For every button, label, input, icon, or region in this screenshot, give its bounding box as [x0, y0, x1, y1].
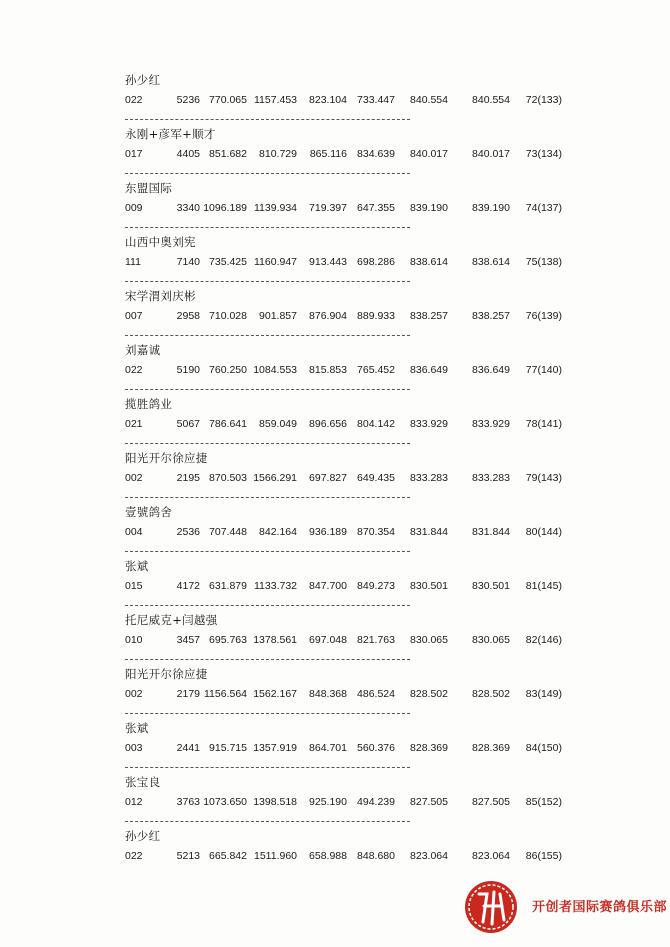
value-v4: 804.142	[357, 418, 395, 430]
value-v6: 838.614	[472, 256, 510, 268]
result-values-row	[0, 525, 670, 539]
value-id: 5190	[176, 364, 200, 376]
value-rank: 77(140)	[525, 364, 562, 376]
value-v2: 1133.732	[253, 580, 297, 592]
value-v3: 823.104	[309, 94, 347, 106]
result-entry	[0, 559, 670, 613]
result-entry	[0, 721, 670, 775]
value-rank: 74(137)	[525, 202, 562, 214]
value-id: 2179	[176, 688, 200, 700]
value-v3: 658.988	[309, 850, 347, 862]
value-group: 002	[125, 472, 143, 484]
dashed-separator	[125, 659, 410, 660]
value-v2: 1511.960	[253, 850, 297, 862]
result-entry	[0, 613, 670, 667]
value-v3: 925.190	[309, 796, 347, 808]
value-v6: 840.017	[472, 148, 510, 160]
value-rank: 79(143)	[525, 472, 562, 484]
value-v6: 827.505	[472, 796, 510, 808]
value-v5: 833.283	[410, 472, 448, 484]
entrant-name: 刘嘉诚	[125, 343, 161, 357]
value-rank: 82(146)	[525, 634, 562, 646]
entrant-name: 孙少红	[125, 829, 161, 843]
value-v1: 915.715	[209, 742, 247, 754]
value-v1: 870.503	[209, 472, 247, 484]
value-v1: 1096.189	[203, 202, 247, 214]
result-entry	[0, 127, 670, 181]
result-values-row	[0, 309, 670, 323]
result-entry	[0, 829, 670, 883]
value-v1: 695.763	[209, 634, 247, 646]
value-id: 2441	[176, 742, 200, 754]
value-group: 004	[125, 526, 143, 538]
value-group: 010	[125, 634, 143, 646]
dashed-separator	[125, 497, 410, 498]
value-v2: 1562.167	[253, 688, 297, 700]
value-rank: 84(150)	[525, 742, 562, 754]
result-values-row	[0, 147, 670, 161]
value-id: 4172	[176, 580, 200, 592]
value-id: 3763	[176, 796, 200, 808]
value-v1: 786.641	[209, 418, 247, 430]
value-v4: 870.354	[357, 526, 395, 538]
value-v4: 834.639	[357, 148, 395, 160]
value-v5: 840.554	[410, 94, 448, 106]
value-v5: 840.017	[410, 148, 448, 160]
value-v3: 936.189	[309, 526, 347, 538]
club-watermark	[462, 878, 668, 938]
entrant-name: 宋学渭刘庆彬	[125, 289, 196, 303]
result-values-row	[0, 795, 670, 809]
value-v1: 851.682	[209, 148, 247, 160]
value-id: 7140	[176, 256, 200, 268]
dashed-separator	[125, 119, 410, 120]
value-group: 022	[125, 94, 143, 106]
value-rank: 80(144)	[525, 526, 562, 538]
value-v1: 707.448	[209, 526, 247, 538]
result-values-row	[0, 849, 670, 863]
value-v5: 836.649	[410, 364, 448, 376]
dashed-separator	[125, 767, 410, 768]
value-v6: 839.190	[472, 202, 510, 214]
value-v4: 649.435	[357, 472, 395, 484]
value-id: 3457	[176, 634, 200, 646]
value-group: 007	[125, 310, 143, 322]
value-v5: 833.929	[410, 418, 448, 430]
value-v3: 896.656	[309, 418, 347, 430]
entrant-name: 托尼威克+闫越强	[125, 613, 218, 627]
value-rank: 85(152)	[525, 796, 562, 808]
value-v2: 901.857	[259, 310, 297, 322]
value-v4: 765.452	[357, 364, 395, 376]
dashed-separator	[125, 443, 410, 444]
value-v1: 1156.564	[203, 688, 247, 700]
value-v2: 1084.553	[253, 364, 297, 376]
value-v1: 665.842	[209, 850, 247, 862]
value-v6: 831.844	[472, 526, 510, 538]
value-v3: 847.700	[309, 580, 347, 592]
value-v3: 697.827	[309, 472, 347, 484]
value-rank: 75(138)	[525, 256, 562, 268]
result-entry	[0, 667, 670, 721]
value-v6: 838.257	[472, 310, 510, 322]
value-v5: 828.502	[410, 688, 448, 700]
value-v3: 876.904	[309, 310, 347, 322]
entrant-name: 壹號鸽舍	[125, 505, 173, 519]
entrant-name: 永刚+彦军+顺才	[125, 127, 216, 141]
result-entry	[0, 289, 670, 343]
value-v6: 830.501	[472, 580, 510, 592]
entrant-name: 山西中奥刘宪	[125, 235, 196, 249]
entrant-name: 揽胜鸽业	[125, 397, 173, 411]
value-v6: 833.929	[472, 418, 510, 430]
dashed-separator	[125, 821, 410, 822]
value-rank: 83(149)	[525, 688, 562, 700]
value-v2: 1566.291	[253, 472, 297, 484]
result-entry	[0, 505, 670, 559]
result-values-row	[0, 633, 670, 647]
result-values-row	[0, 417, 670, 431]
result-entry	[0, 775, 670, 829]
value-id: 2536	[176, 526, 200, 538]
value-v4: 821.763	[357, 634, 395, 646]
value-group: 022	[125, 364, 143, 376]
dashed-separator	[125, 551, 410, 552]
result-values-row	[0, 579, 670, 593]
value-id: 5067	[176, 418, 200, 430]
value-v6: 836.649	[472, 364, 510, 376]
entrant-name: 孙少红	[125, 73, 161, 87]
value-v3: 913.443	[309, 256, 347, 268]
value-group: 002	[125, 688, 143, 700]
value-v4: 889.933	[357, 310, 395, 322]
value-v4: 486.524	[357, 688, 395, 700]
value-group: 022	[125, 850, 143, 862]
result-entry	[0, 397, 670, 451]
value-rank: 81(145)	[525, 580, 562, 592]
value-v6: 823.064	[472, 850, 510, 862]
result-values-row	[0, 93, 670, 107]
value-v2: 859.049	[259, 418, 297, 430]
entrant-name: 阳光开尔徐应捷	[125, 667, 208, 681]
dashed-separator	[125, 389, 410, 390]
value-group: 012	[125, 796, 143, 808]
value-v5: 838.614	[410, 256, 448, 268]
value-v2: 1160.947	[253, 256, 297, 268]
entrant-name: 张斌	[125, 559, 149, 573]
value-v4: 698.286	[357, 256, 395, 268]
value-v1: 735.425	[209, 256, 247, 268]
value-v1: 770.065	[209, 94, 247, 106]
value-v5: 839.190	[410, 202, 448, 214]
value-v5: 827.505	[410, 796, 448, 808]
result-entry	[0, 181, 670, 235]
value-rank: 72(133)	[525, 94, 562, 106]
value-v2: 1378.561	[253, 634, 297, 646]
value-v5: 828.369	[410, 742, 448, 754]
value-id: 3340	[176, 202, 200, 214]
value-v4: 647.355	[357, 202, 395, 214]
value-v5: 831.844	[410, 526, 448, 538]
value-id: 5236	[176, 94, 200, 106]
dashed-separator	[125, 227, 410, 228]
value-v3: 697.048	[309, 634, 347, 646]
value-v4: 849.273	[357, 580, 395, 592]
club-seal-icon	[462, 878, 520, 936]
result-values-row	[0, 741, 670, 755]
value-v6: 828.369	[472, 742, 510, 754]
result-values-row	[0, 363, 670, 377]
value-v1: 760.250	[209, 364, 247, 376]
value-v3: 864.701	[309, 742, 347, 754]
value-v5: 823.064	[410, 850, 448, 862]
dashed-separator	[125, 173, 410, 174]
value-v4: 733.447	[357, 94, 395, 106]
value-id: 2195	[176, 472, 200, 484]
value-v4: 848.680	[357, 850, 395, 862]
value-rank: 78(141)	[525, 418, 562, 430]
value-v3: 815.853	[309, 364, 347, 376]
entrant-name: 张斌	[125, 721, 149, 735]
entrant-name: 张宝良	[125, 775, 161, 789]
value-v2: 1157.453	[253, 94, 297, 106]
entrant-name: 阳光开尔徐应捷	[125, 451, 208, 465]
value-v6: 833.283	[472, 472, 510, 484]
value-v4: 560.376	[357, 742, 395, 754]
value-v2: 810.729	[259, 148, 297, 160]
value-group: 009	[125, 202, 143, 214]
result-entry	[0, 343, 670, 397]
value-group: 003	[125, 742, 143, 754]
result-entry	[0, 73, 670, 127]
value-rank: 76(139)	[525, 310, 562, 322]
result-values-row	[0, 687, 670, 701]
value-group: 015	[125, 580, 143, 592]
value-v3: 719.397	[309, 202, 347, 214]
value-v5: 838.257	[410, 310, 448, 322]
dashed-separator	[125, 605, 410, 606]
value-id: 2958	[176, 310, 200, 322]
result-entry	[0, 451, 670, 505]
value-v4: 494.239	[357, 796, 395, 808]
value-id: 5213	[176, 850, 200, 862]
club-name: 开创者国际赛鸽俱乐部	[532, 900, 668, 915]
value-v3: 865.116	[309, 148, 347, 160]
value-v2: 842.164	[259, 526, 297, 538]
value-v2: 1357.919	[253, 742, 297, 754]
result-entry	[0, 235, 670, 289]
value-v1: 710.028	[209, 310, 247, 322]
value-rank: 86(155)	[525, 850, 562, 862]
entrant-name: 东盟国际	[125, 181, 173, 195]
value-v2: 1398.518	[253, 796, 297, 808]
value-group: 021	[125, 418, 143, 430]
dashed-separator	[125, 713, 410, 714]
result-values-row	[0, 201, 670, 215]
value-group: 017	[125, 148, 143, 160]
result-values-row	[0, 255, 670, 269]
value-v6: 830.065	[472, 634, 510, 646]
value-v1: 1073.650	[203, 796, 247, 808]
value-id: 4405	[176, 148, 200, 160]
value-v2: 1139.934	[253, 202, 297, 214]
dashed-separator	[125, 281, 410, 282]
value-v3: 848.368	[309, 688, 347, 700]
value-v6: 828.502	[472, 688, 510, 700]
value-group: 111	[125, 256, 141, 268]
value-v6: 840.554	[472, 94, 510, 106]
value-v5: 830.065	[410, 634, 448, 646]
dashed-separator	[125, 335, 410, 336]
value-v1: 631.879	[209, 580, 247, 592]
value-rank: 73(134)	[525, 148, 562, 160]
value-v5: 830.501	[410, 580, 448, 592]
result-values-row	[0, 471, 670, 485]
